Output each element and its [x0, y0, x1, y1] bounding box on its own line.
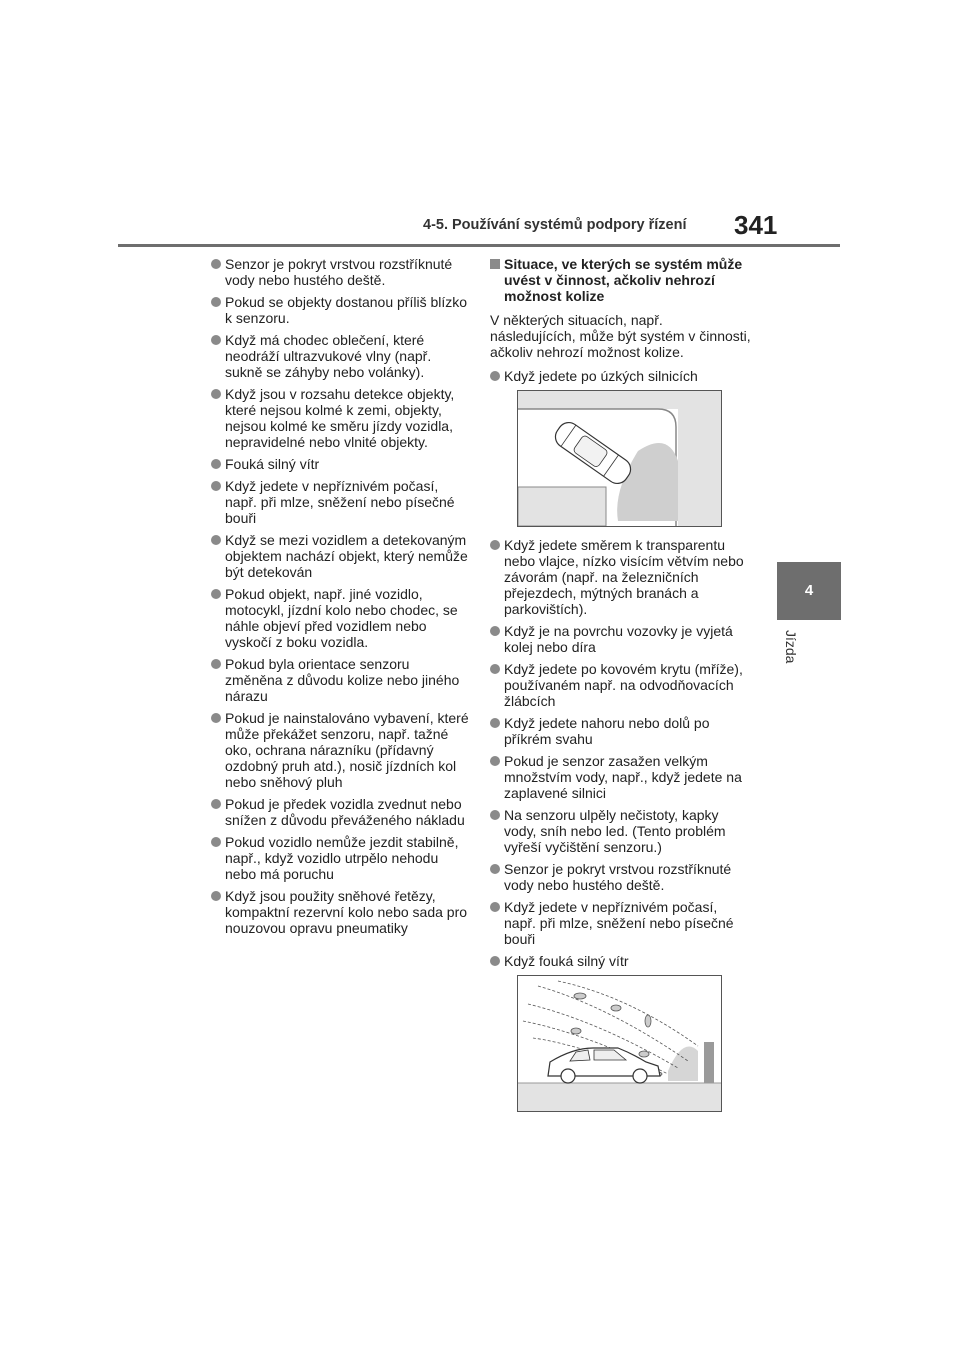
bullet-icon: [490, 956, 500, 966]
bullet-icon: [211, 799, 221, 809]
list-item-text: Když se mezi vozidlem a detekovaným objektem nachází objekt, který nemůže být detekován: [225, 532, 468, 580]
list-item-text: Když jedete v nepříznivém počasí, např. při mlze, sněžení nebo písečné bouři: [504, 899, 734, 947]
list-item: [211, 386, 469, 450]
list-item-text: Pokud je nainstalováno vybavení, které může překážet senzoru, např. tažné oko, ochrana nárazníku (přídavný ozdobný pruh atd.), nosič jízdních kol nebo sněhový pluh: [225, 710, 469, 790]
bullet-icon: [211, 837, 221, 847]
list-item: [211, 586, 469, 650]
list-item: [211, 710, 469, 790]
list-item-text: Když jedete nahoru nebo dolů po příkrém svahu: [504, 715, 710, 747]
page-number: 341: [734, 210, 778, 240]
section-title: 4-5. Používání systémů podpory řízení: [423, 217, 687, 233]
list-item-text: Pokud je senzor zasažen velkým množstvím vody, např., když jedete na zaplavené silnici: [504, 753, 742, 801]
bullet-icon: [490, 756, 500, 766]
list-item: [211, 256, 469, 288]
list-item: [490, 537, 752, 617]
bullet-icon: [490, 371, 500, 381]
list-item: [211, 796, 469, 828]
bullet-icon: [211, 297, 221, 307]
list-item: [211, 532, 469, 580]
header-rule: [118, 244, 840, 247]
list-item: [490, 899, 752, 947]
list-item-text: Když jedete v nepříznivém počasí, např. při mlze, sněžení nebo písečné bouři: [225, 478, 455, 526]
bullet-icon: [211, 335, 221, 345]
list-item-text: Pokud objekt, např. jiné vozidlo, motocykl, jízdní kolo nebo chodec, se náhle objeví před vozidlem nebo vyskočí z boku vozidla.: [225, 586, 458, 650]
list-item: [211, 456, 469, 472]
list-item: [211, 332, 469, 380]
intro-paragraph: V některých situacích, např. následujících, může být systém v činnosti, ačkoliv nehrozí možnost kolize.: [490, 312, 751, 360]
left-column: [211, 256, 469, 942]
list-item: [211, 478, 469, 526]
list-item: [211, 888, 469, 936]
list-item-text: Když jedete po kovovém krytu (mříže), používaném např. na odvodňovacích žlábcích: [504, 661, 743, 709]
list-item: [490, 861, 752, 893]
list-item-text: Když jedete po úzkých silnicích: [504, 368, 698, 384]
narrow-road-illustration: [517, 390, 722, 527]
chapter-tab: [777, 562, 841, 620]
list-item: [211, 834, 469, 882]
bullet-icon: [490, 718, 500, 728]
bullet-icon: [211, 589, 221, 599]
bullet-icon: [490, 664, 500, 674]
chapter-number: 4: [804, 582, 814, 599]
list-item: [490, 661, 752, 709]
bullet-icon: [490, 540, 500, 550]
list-item: [490, 753, 752, 801]
list-item-text: Když fouká silný vítr: [504, 953, 629, 969]
narrow-road-image: [518, 391, 721, 526]
list-item-text: Fouká silný vítr: [225, 456, 320, 472]
bullet-icon: [211, 891, 221, 901]
bullet-icon: [211, 259, 221, 269]
bullet-icon: [211, 481, 221, 491]
list-item-text: Na senzoru ulpěly nečistoty, kapky vody, sníh nebo led. (Tento problém vyřeší vyčištění senzoru.): [504, 807, 726, 855]
bullet-icon: [211, 535, 221, 545]
bullet-icon: [211, 659, 221, 669]
list-item-text: Když má chodec oblečení, které neodráží ultrazvukové vlny (např. sukně se záhyby nebo volánky).: [225, 332, 432, 380]
strong-wind-illustration: [517, 975, 722, 1112]
list-item: [211, 656, 469, 704]
list-item-text: Pokud vozidlo nemůže jezdit stabilně, např., když vozidlo utrpělo nehodu nebo má poruchu: [225, 834, 459, 882]
list-item: [490, 368, 752, 384]
list-item-text: Senzor je pokryt vrstvou rozstříknuté vody nebo hustého deště.: [504, 861, 732, 893]
list-item: [490, 623, 752, 655]
list-item-text: Když jsou v rozsahu detekce objekty, které nejsou kolmé k zemi, objekty, nejsou kolmé ke směru jízdy vozidla, nepravidelné nebo vlnité objekty.: [225, 386, 455, 450]
chapter-label: Jízda: [783, 630, 799, 664]
list-item: [490, 715, 752, 747]
right-column: [490, 256, 752, 1122]
bullet-icon: [211, 459, 221, 469]
section-heading-text: Situace, ve kterých se systém může uvést v činnost, ačkoliv nehrozí možnost kolize: [504, 256, 743, 304]
section-heading: [490, 256, 752, 304]
square-bullet-icon: [490, 259, 500, 269]
bullet-icon: [490, 902, 500, 912]
list-item-text: Pokud je předek vozidla zvednut nebo snížen z důvodu převáženého nákladu: [225, 796, 465, 828]
list-item-text: Když jsou použity sněhové řetězy, kompaktní rezervní kolo nebo sada pro nouzovou opravu pneumatiky: [225, 888, 468, 936]
list-item-text: Když je na povrchu vozovky je vyjetá kolej nebo díra: [504, 623, 733, 655]
bullet-icon: [211, 389, 221, 399]
list-item: [490, 807, 752, 855]
list-item: [211, 294, 469, 326]
strong-wind-image: [518, 976, 721, 1111]
list-item-text: Když jedete směrem k transparentu nebo vlajce, nízko visícím větvím nebo závorám (např. na železničních přejezdech, mýtných branách a parkovištích).: [504, 537, 744, 617]
list-item-text: Pokud byla orientace senzoru změněna z důvodu kolize nebo jiného nárazu: [225, 656, 460, 704]
list-item-text: Pokud se objekty dostanou příliš blízko k senzoru.: [225, 294, 468, 326]
bullet-icon: [490, 810, 500, 820]
list-item-text: Senzor je pokryt vrstvou rozstříknuté vody nebo hustého deště.: [225, 256, 453, 288]
bullet-icon: [211, 713, 221, 723]
bullet-icon: [490, 864, 500, 874]
bullet-icon: [490, 626, 500, 636]
list-item: [490, 953, 752, 969]
